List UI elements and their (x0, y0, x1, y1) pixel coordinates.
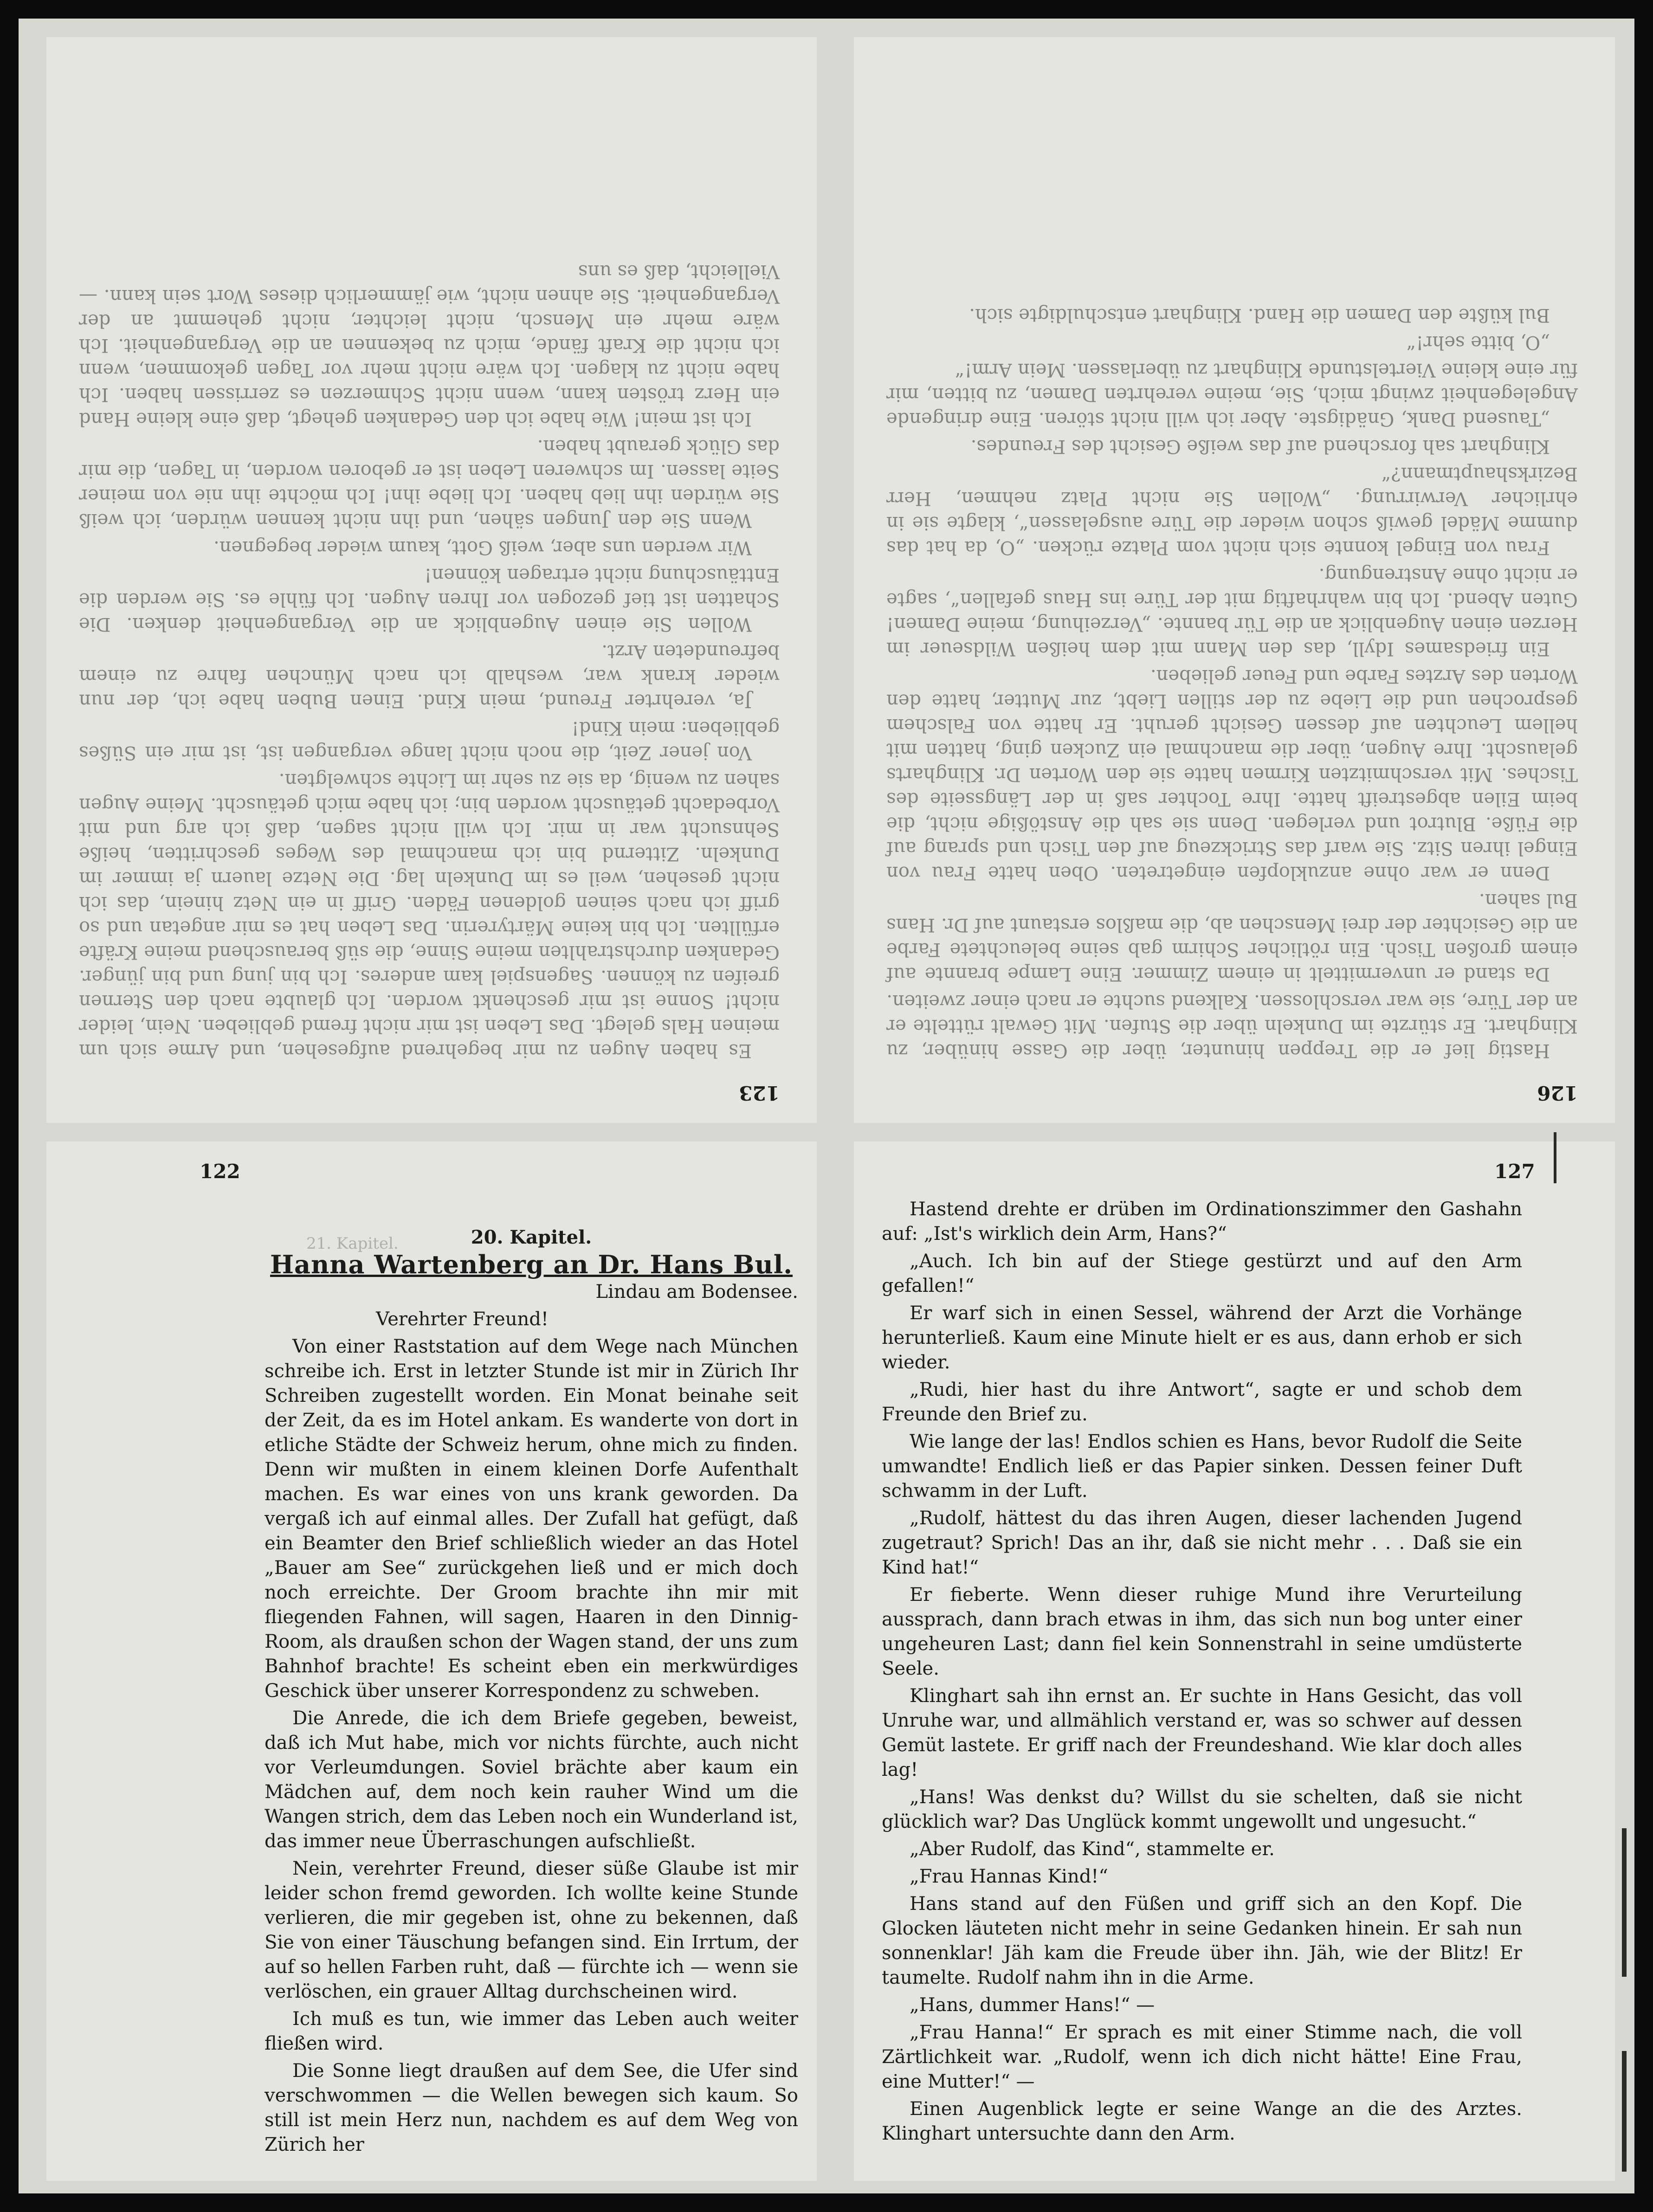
paragraph: „Aber Rudolf, das Kind“, stammelte er. (910, 1838, 1275, 1860)
page-123-text (79, 256, 780, 1063)
scan-edge-mark (1622, 1828, 1627, 1977)
paragraph: Er fieberte. Wenn dieser ruhige Mund ihre Verurteilung aussprach, dann brach etwas in ihm, das sich nun bog unter einer ungeheuren Last; dann fiel kein Sonnenstrahl in seine umdüsterte Seele. (882, 1584, 1522, 1679)
scan-edge-mark (1554, 1132, 1556, 1183)
paragraph: „Frau Hannas Kind!“ (910, 1866, 1108, 1887)
paragraph: Ja, verehrter Freund, mein Kind. Einen Buben habe ich, der nun wieder krank war, weshalb ich nach München fahre zu einem befreundeten Arzt. (79, 641, 780, 711)
scan-edge-mark (1622, 2051, 1627, 2172)
paragraph: Wenn Sie den Jungen sähen, und ihn nicht kennen würden, ich weiß Sie würden ihn lieb haben. Ich liebe ihn! Ich möchte ihn nie von meiner Seite lassen. Im schweren Leben ist er geboren worden, in Tagen, die mir das Glück geraubt haben. (79, 436, 780, 531)
chapter-title: 20. Kapitel. (471, 1226, 592, 1248)
page-122-text (265, 1225, 798, 2160)
paragraph: „O, bitte sehr!“ (1406, 332, 1550, 353)
paragraph: Ich ist mein! Wie habe ich den Gedanken gehegt, daß eine kleine Hand ein Herz trösten kann, wenn nicht Schmerzen es zerrissen haben. Ich habe nicht zu klagen. Ich wäre nicht mehr vor Tagen gekommen, wenn ich nicht die Kraft fände, mich zu bekennen an die Vergangenheit. Ich wäre mehr ein Mensch, nicht leichter, nicht gehemmt an der Vergangenheit. Sie ahnen nicht, wie jämmerlich dieses Wort sein kann. — Vielleicht, daß es uns (79, 261, 780, 430)
page-number-123: 123 (739, 1082, 780, 1104)
paragraph: Klinghart sah ihn ernst an. Er suchte in Hans Gesicht, das voll Unruhe war, und allmählich verstand er, was so schwer auf dessen Gemüt lastete. Er griff nach der Freundeshand. Wie klar doch alles lag! (882, 1685, 1522, 1780)
paragraph: Einen Augenblick legte er seine Wange an die des Arztes. Klinghart untersuchte dann den Arm. (882, 2098, 1522, 2144)
paragraph: Ich muß es tun, wie immer das Leben auch weiter fließen wird. (265, 2008, 798, 2054)
page-number-127: 127 (1494, 1160, 1535, 1183)
paragraph: Wie lange der las! Endlos schien es Hans, bevor Rudolf die Seite umwandte! Endlich ließ er das Papier sinken. Dessen feiner Duft schwamm in der Luft. (882, 1431, 1522, 1502)
paragraph: Hans stand auf den Füßen und griff sich an den Kopf. Die Glocken läuteten nicht mehr in seine Gedanken hinein. Er sah nun sonnenklar! Jäh kam die Freude über ihn. Jäh, wie der Blitz! Er taumelte. Rudolf nahm ihn in die Arme. (882, 1893, 1522, 1988)
letter-heading: Hanna Wartenberg an Dr. Hans Bul. (270, 1250, 793, 1279)
paragraph: Ein friedsames Idyll, das den Mann mit dem heißen Wildseuer im Herzen einen Augenblick an die Tür bannte. „Verzeihung, meine Damen! Guten Abend. Ich bin wahrhaftig mit der Türe ins Haus gefallen“, sagte er nicht ohne Anstrengung. (886, 564, 1578, 659)
letter-place: Lindau am Bodensee. (595, 1281, 798, 1303)
scanned-sheet (19, 19, 1634, 2193)
page-127 (854, 1141, 1615, 2181)
page-127-text (882, 1197, 1522, 2149)
paragraph: Klinghart sah forschend auf das weiße Gesicht des Freundes. (970, 436, 1550, 457)
paragraph: Bul küßte den Damen die Hand. Klinghart entschuldigte sich. (969, 304, 1550, 326)
paragraph: Nein, verehrter Freund, dieser süße Glaube ist mir leider schon fremd geworden. Ich wollte keine Stunde verlieren, die mir gegeben ist, ohne zu bekennen, daß Sie von einer Täuschung befangen sind. Ein Irrtum, der auf so hellen Farben ruht, daß — fürchte ich — wenn sie verlöschen, ein grauer Alltag durchscheinen wird. (265, 1858, 798, 2002)
letter-salutation: Verehrter Freund! (376, 1309, 549, 1330)
paragraph: „Frau Hanna!“ Er sprach es mit einer Stimme nach, die voll Zärtlichkeit war. „Rudolf, wenn ich dich nicht hätte! Eine Frau, eine Mutter!“ — (882, 2022, 1522, 2092)
page-123-upside-down (46, 37, 817, 1123)
paragraph: Er warf sich in einen Sessel, während der Arzt die Vorhänge herunterließ. Kaum eine Minute hielt er es aus, dann erhob er sich wieder. (882, 1303, 1522, 1373)
page-126-text (886, 300, 1578, 1063)
paragraph: „Auch. Ich bin auf der Stiege gestürzt und auf den Arm gefallen!“ (882, 1251, 1522, 1296)
paragraph: „Tausend Dank, Gnädigste. Aber ich will nicht stören. Eine dringende Angelegenheit zwingt mich, Sie, meine verehrten Damen, zu bitten, mir für eine kleine Viertelstunde Klinghart zu überlassen. Mein Arm!“ (886, 359, 1578, 430)
paragraph: Die Sonne liegt draußen auf dem See, die Ufer sind verschwommen — die Wellen bewegen sich kaum. So still ist mein Herz nun, nachdem es auf dem Weg von Zürich her (265, 2060, 798, 2155)
paragraph: Es haben Augen zu mir begehrend aufgesehen, und Arme sich um meinen Hals gelegt. Das Leben ist mir nicht fremd geblieben. Nein, leider nicht! Sonne ist mir geschenkt worden. Ich glaubte nach den Sternen greifen zu können. Sagenspiel kam anderes. Ich bin jung und bin jünger. Gedanken durchstrahlten meine Sinne, die süß berauschend meine Kräfte erfüllten. Ich bin keine Märtyrerin. Das Leben hat es mir angetan und so griff ich nach seinen goldenen Fäden. Griff in ein Netz hinein, das ich nicht gesehen, weil es im Dunkeln lag. Die Netze lauern ja immer im Dunkeln. Zitternd bin ich manchmal des Weges geschritten, heiße Sehnsucht war in mir. Ich will nicht sagen, daß ich arg und mit Vorbedacht getäuscht worden bin; ich habe mich getäuscht. Meine Augen sahen zu wenig, da sie zu sehr im Lichte schwelgten. (79, 769, 780, 1061)
page-126-upside-down (854, 37, 1615, 1123)
paragraph: „Hans, dummer Hans!“ — (910, 1994, 1155, 2016)
paragraph: „Rudi, hier hast du ihre Antwort“, sagte er und schob dem Freunde den Brief zu. (882, 1379, 1522, 1425)
page-number-126: 126 (1537, 1082, 1578, 1104)
paragraph: „Rudolf, hättest du das ihren Augen, dieser lachenden Jugend zugetraut? Sprich! Das an ihr, daß sie nicht mehr . . . Daß sie ein Kind hat!“ (882, 1508, 1522, 1578)
page-122 (46, 1141, 817, 2181)
paragraph: Hastig lief er die Treppen hinunter, über die Gasse hinüber, zu Klinghart. Er stürzte im Dunkeln über die Stufen. Mit Gewalt rüttelte er an der Türe, sie war verschlossen. Kalkend suchte er nach einer zweiten. (886, 991, 1578, 1061)
paragraph: Denn er war ohne anzuklopfen eingetreten. Oben hatte Frau von Eingel ihren Sitz. Sie warf das Strickzeug auf den Tisch und sprang auf die Füße. Blutrot und verlegen. Denn sie sah die Anstößige nicht, die beim Eilen abgestreift hatte. Ihre Tochter saß in der Längsseite des Tisches. Mit verschmitzten Kirmen hatte sie den Worten Dr. Klingharts gelauscht. Ihre Augen, über die manchmal ein Zucken ging, hatten mit hellem Leuchten auf dessen Gesicht geruht. Er hatte von Falschem gesprochen und die Liebe zu der stillen Liebt, zur Mutter, hatte den Worten des Arztes Farbe und Feuer gelieben. (886, 665, 1578, 884)
paragraph: Die Anrede, die ich dem Briefe gegeben, beweist, daß ich Mut habe, mich vor nichts fürchte, auch nicht vor Verleumdungen. Soviel brächte aber kaum ein Mädchen auf, dem noch kein rauher Wind um die Wangen strich, dem das Leben noch ein Wunderland ist, das immer neue Überraschungen aufschließt. (265, 1708, 798, 1852)
paragraph: Hastend drehte er drüben im Ordinationszimmer den Gashahn auf: „Ist's wirklich dein Arm, Hans?“ (882, 1199, 1522, 1245)
paragraph: Wollen Sie einen Augenblick an die Vergangenheit denken. Die Schatten ist tief gezogen vor Ihren Augen. Ich fühle es. Sie werden die Enttäuschung nicht ertragen können! (79, 564, 780, 635)
paragraph: Frau von Eingel konnte sich nicht vom Platze rücken. „O, da hat das dumme Mädel gewiß schon wieder die Türe ausgelassen“, klagte sie in ehrlicher Verwirrung. „Wollen Sie nicht Platz nehmen, Herr Bezirkshauptmann?“ (886, 463, 1578, 558)
paragraph: Von einer Raststation auf dem Wege nach München schreibe ich. Erst in letzter Stunde ist mir in Zürich Ihr Schreiben zugestellt worden. Ein Monat beinahe seit der Zeit, da es im Hotel ankam. Es wanderte von dort in etliche Städte der Schweiz herum, ohne mich zu finden. Denn wir mußten in einem kleinen Dorfe Aufenthalt machen. Es war eines von uns krank geworden. Da vergaß ich auf einmal alles. Der Zufall hat gefügt, daß ein Beamter den Brief schließlich wieder an das Hotel „Bauer am See“ zurückgehen ließ und er mich doch noch erreichte. Der Groom brachte ihn mir mit fliegenden Fahnen, will sagen, Haaren in den Dinnig-Room, als draußen schon der Wagen stand, der uns zum Bahnhof brachte! Es scheint eben ein merkwürdiges Geschick über unserer Korrespondenz zu schweben. (265, 1336, 798, 1702)
paragraph: „Hans! Was denkst du? Willst du sie schelten, daß sie nicht glücklich war? Das Unglück kommt ungewollt und ungesucht.“ (882, 1786, 1522, 1832)
paragraph: Da stand er unvermittelt in einem Zimmer. Eine Lampe brannte auf einem großen Tisch. Ein rötlicher Schirm gab seine beleuchtete Farbe an die Gesichter der drei Menschen ab, die maßlos erstaunt auf Dr. Hans Bul sahen. (886, 890, 1578, 985)
page-number-122: 122 (200, 1160, 240, 1183)
bleed-through-caption: 21. Kapitel. (306, 1234, 399, 1253)
paragraph: Wir werden uns aber, weiß Gott, kaum wieder begegnen. (213, 537, 752, 558)
paragraph: Von jener Zeit, die noch nicht lange vergangen ist, ist mir ein Süßes geblieben: mein Kind! (79, 717, 780, 763)
